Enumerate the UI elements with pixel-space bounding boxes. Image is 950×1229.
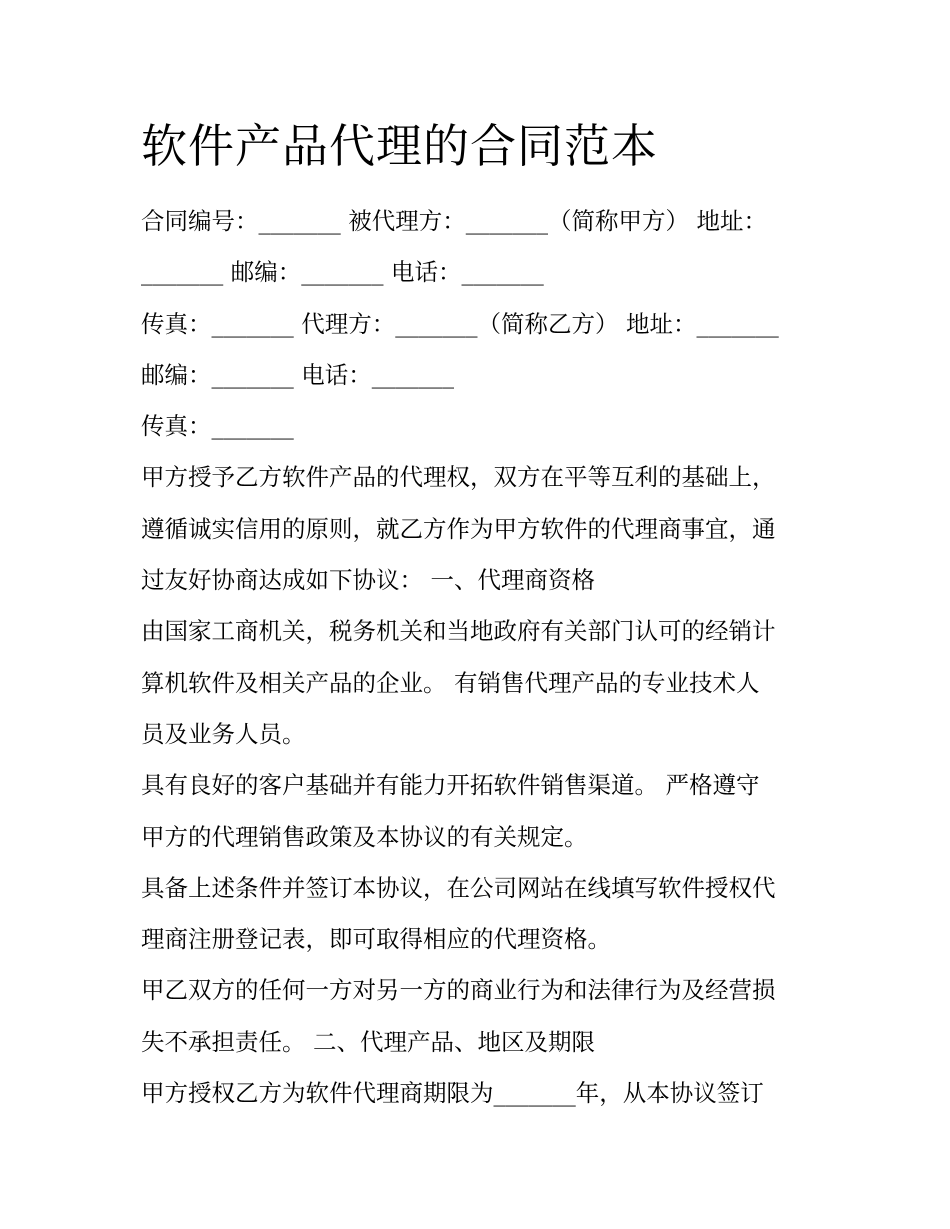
body-line: 算机软件及相关产品的企业。 有销售代理产品的专业技术人 (141, 668, 760, 697)
body-line: 甲方的代理销售政策及本协议的有关规定。 (141, 822, 588, 851)
body-line: 理商注册登记表，即可取得相应的代理资格。 (141, 925, 611, 954)
body-line: 邮编：_______ 电话：_______ (141, 360, 454, 389)
body-line: 合同编号：_______ 被代理方：_______（简称甲方） 地址： (141, 207, 767, 235)
body-line: 过友好协商达成如下协议： 一、代理商资格 (141, 566, 595, 595)
body-line: 具有良好的客户基础并有能力开拓软件销售渠道。 严格遵守 (141, 771, 760, 800)
body-line: 失不承担责任。 二、代理产品、地区及期限 (141, 1027, 595, 1056)
body-line: 具备上述条件并签订本协议，在公司网站在线填写软件授权代 (141, 873, 776, 902)
document-title: 软件产品代理的合同范本 (141, 119, 658, 173)
document-body (141, 196, 831, 1119)
body-line: 传真：_______ (141, 412, 294, 441)
body-line: 员及业务人员。 (141, 719, 306, 748)
body-line: 甲方授权乙方为软件代理商期限为_______年，从本协议签订 (141, 1079, 764, 1108)
body-line: 遵循诚实信用的原则，就乙方作为甲方软件的代理商事宜，通 (141, 514, 776, 543)
body-line: 甲乙双方的任何一方对另一方的商业行为和法律行为及经营损 (141, 976, 776, 1005)
body-line: 传真：_______ 代理方：_______（简称乙方） 地址：_______ (141, 309, 779, 338)
body-line: 由国家工商机关，税务机关和当地政府有关部门认可的经销计 (141, 617, 776, 646)
body-line: _______ 邮编：_______ 电话：_______ (141, 258, 544, 287)
body-line: 甲方授予乙方软件产品的代理权，双方在平等互利的基础上， (141, 463, 776, 492)
